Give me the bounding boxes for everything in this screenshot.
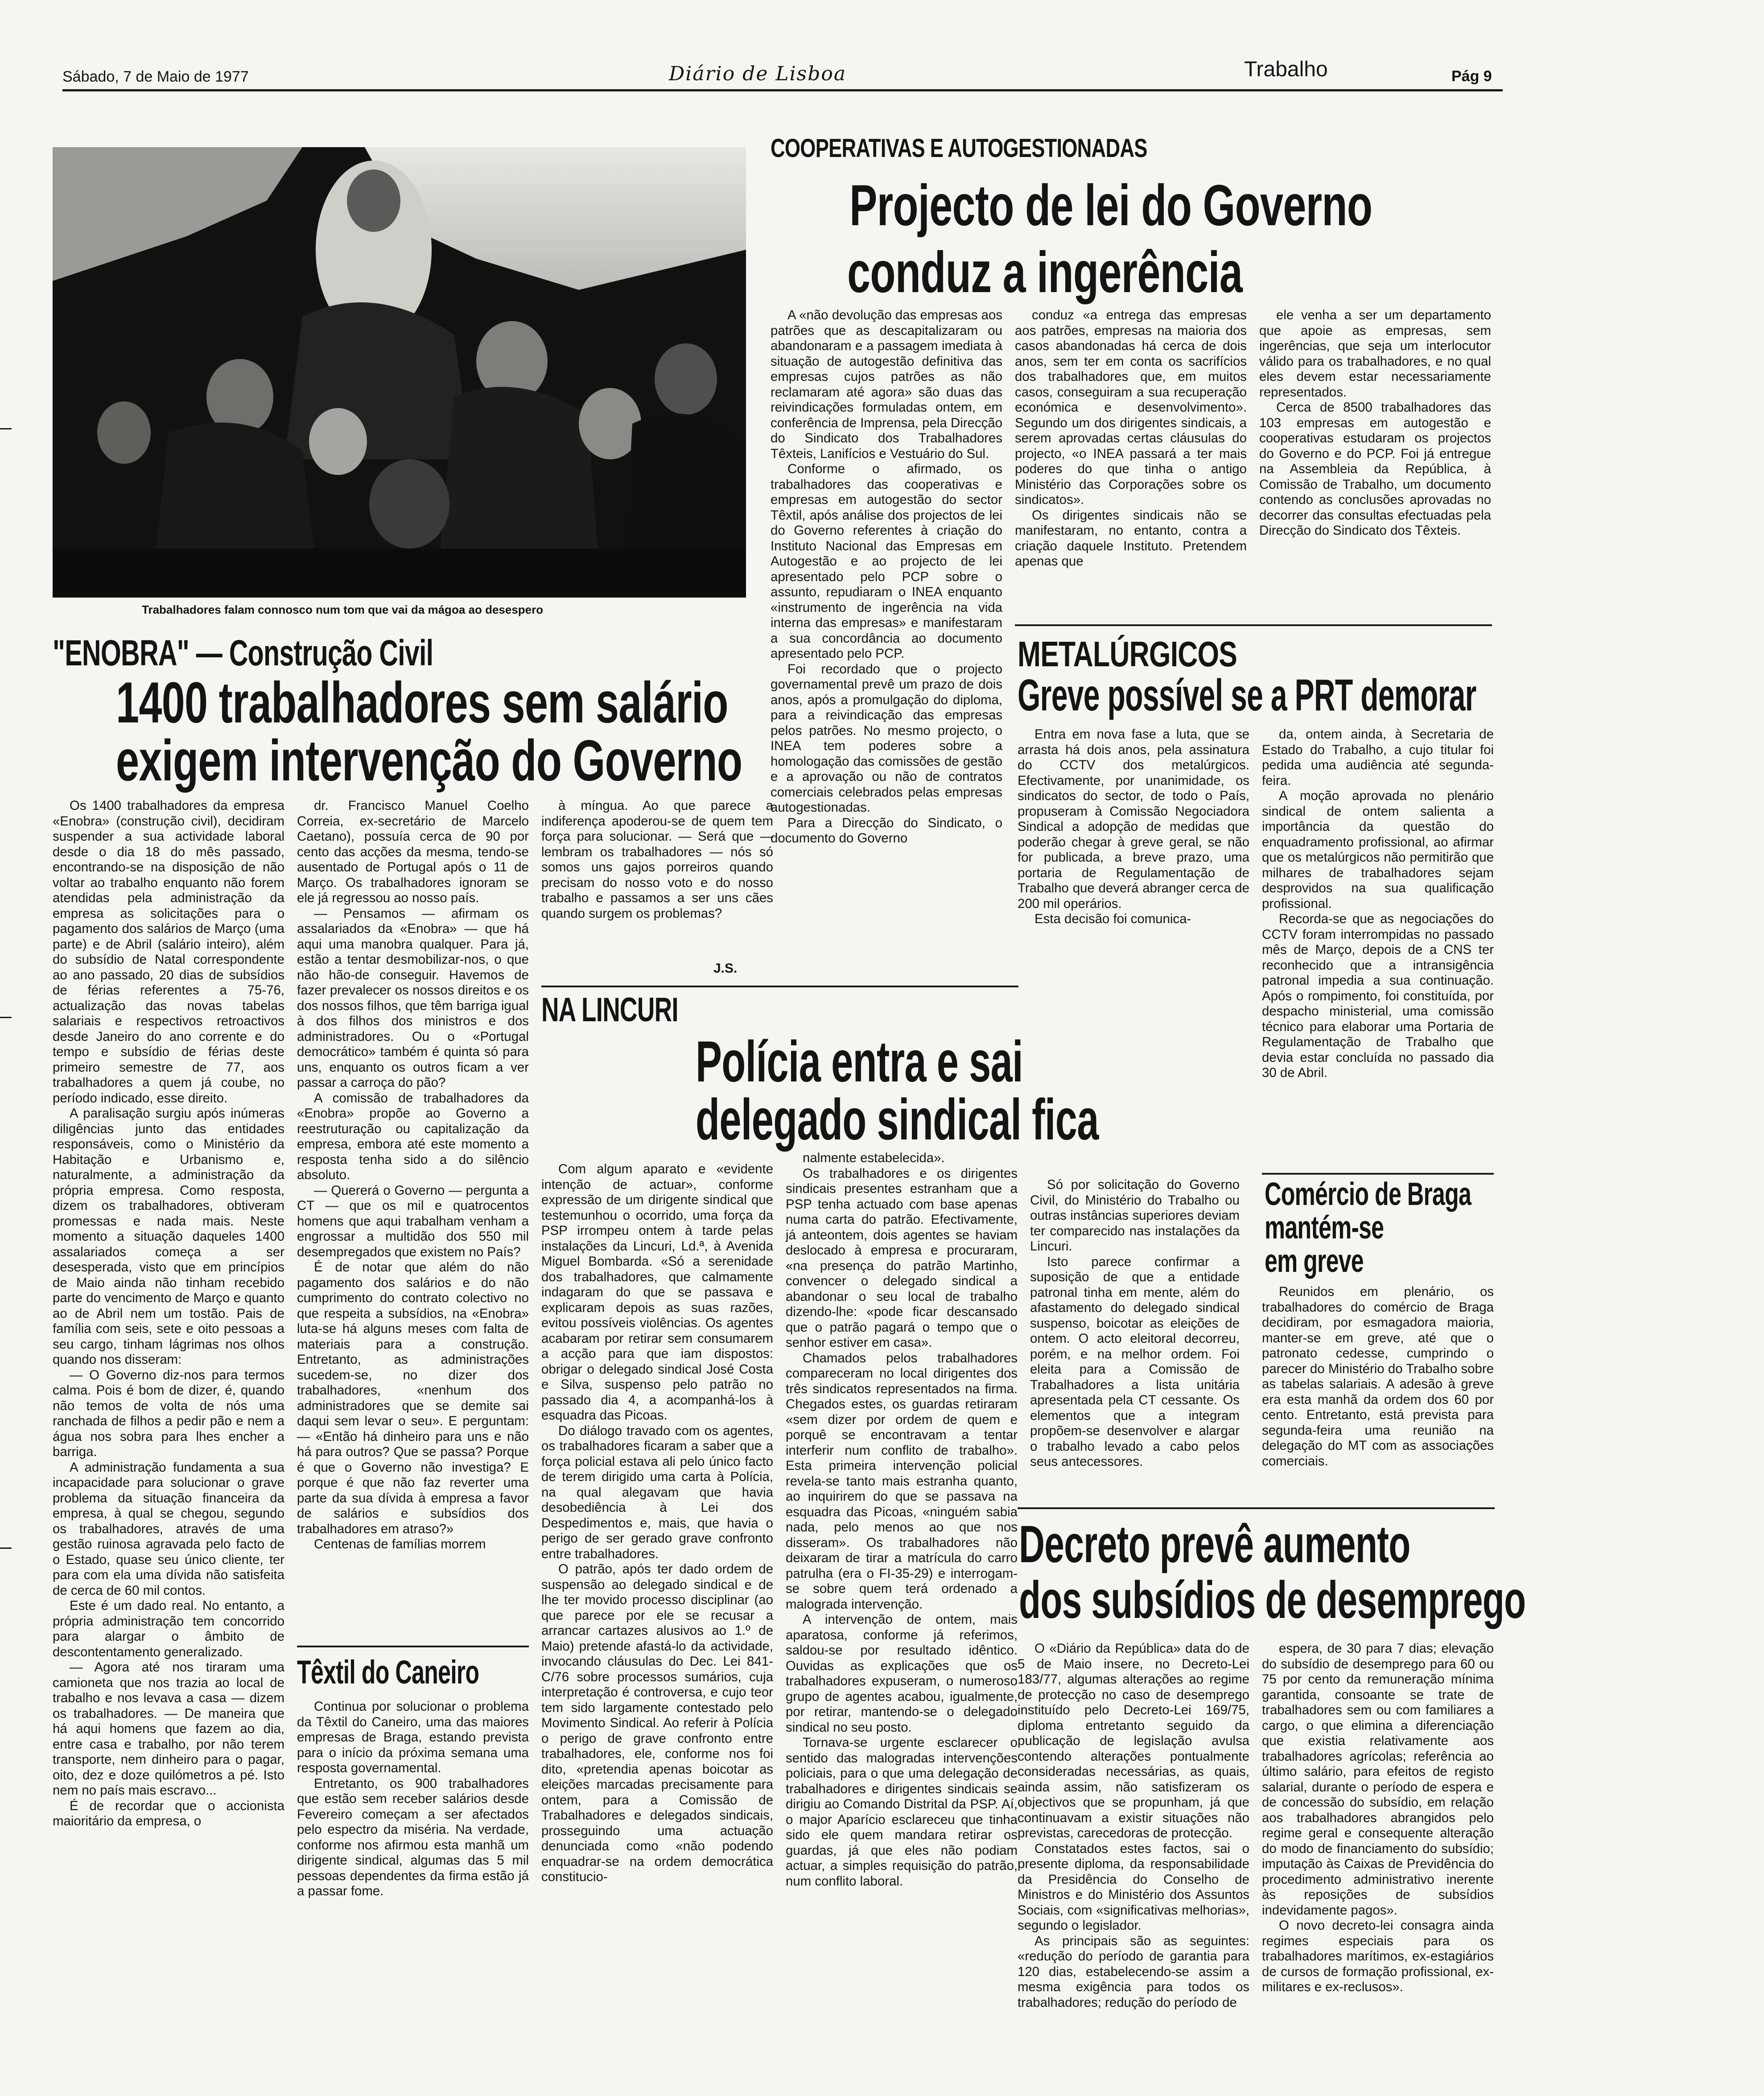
lincuri-column-1: Com algum aparato e «evidente intenção de actuar», conforme expressão de um dirigente sindical que testemunhou o ocorrido, uma força da PSP irrompeu ontem à tarde pelas instalações da Lincuri, Ld.ª, à Avenida Miguel Bombarda. «Só a serenidade dos trabalhadores, que calmamente indagaram do que se passava e explicaram depois as suas razões, evitou possíveis violências. Os agentes acabaram por retirar sem consumarem a acção para que iam dispostos: obrigar o delegado sindical José Costa e Silva, suspenso pelo patrão no passado dia 4, a acompanhá-los à esquadra das Picoas. Do diálogo travado com os agentes, os trabalhadores ficaram a saber que a força policial estava ali pelo único facto de terem dirigido uma carta à Polícia, na qual alegavam que havia desobediência à Lei dos Despedimentos e, mais, que havia o perigo de ser gerado grave confronto entre trabalhadores. O patrão, após ter dado ordem de suspensão ao delegado sindical e de lhe ter movido processo disciplinar (ao que parece por ele se recusar a arrancar cartazes alusivos ao 1.º de Maio) pretende afastá-lo da actividade, invocando cláusulas do Dec. Lei 841-C/76 sobre processos sumários, cuja interpretação é controversa, e cujo teor tem sido largamente contestado pelo Movimento Sindical. Ao referir à Polícia o perigo de grave confronto entre trabalhadores, ele, conforme nos foi dito, «pretendia apenas boicotar as eleições marcadas precisamente para ontem, para a Comissão de Trabalhadores e delegados sindicais, prosseguindo uma actuação denunciada como «não podendo enquadrar-se na ordem democrática constitucio- <box>541 1162 773 1884</box>
coop-kicker: COOPERATIVAS E AUTOGESTIONADAS <box>771 134 1147 163</box>
lincuri-headline-2: delegado sindical fica <box>696 1087 1099 1152</box>
coop-column-2: conduz «a entrega das empresas aos patrões, empresas na maioria dos casos abandonadas há cerca de dois anos, sem ter em conta os sacrifícios dos trabalhadores que, em muitos casos, conseguiram a sua recuperação económica e desenvolvimento». Segundo um dos dirigentes sindicais, a serem aprovadas certas cláusulas do projecto, «o INEA passará a ter mais poderes do que tinha o antigo Ministério das Corporações sobre os sindicatos». Os dirigentes sindicais não se manifestaram, no entanto, contra a criação daquele Instituto. Pretendem apenas que <box>1015 308 1247 569</box>
metal-kicker: METALÚRGICOS <box>1018 634 1237 674</box>
decreto-column-1: O «Diário da República» data do de 5 de Maio insere, no Decreto-Lei 183/77, algumas alterações ao regime de protecção no caso de desemprego instituído pelo Decreto-Lei 169/75, diploma entretanto seguido da publicação de legislação avulsa contendo alterações pontualmente consideradas necessárias, as quais, ainda assim, não satisfizeram os objectivos que se propunham, já que continuavam a existir situações não previstas, carecedoras de protecção. Constatados estes factos, sai o presente diploma, da responsabilidade da Presidência do Conselho de Ministros e do Ministério dos Assuntos Sociais, com «significativas melhorias», segundo o legislador. As principais são as seguintes: «redução do período de garantia para 120 dias, estabelecendo-se assim a mesma exigência para todos os trabalhadores; redução do período de <box>1018 1641 1249 2010</box>
caneiro-headline: Têxtil do Caneiro <box>297 1654 479 1691</box>
crowd-photo-image <box>53 147 746 598</box>
enobra-signature: J.S. <box>713 961 738 976</box>
edge-mark <box>0 428 12 429</box>
lincuri-headline-1: Polícia entra e sai <box>696 1029 1023 1094</box>
header-rule <box>62 89 1503 91</box>
edge-mark <box>0 1547 12 1549</box>
enobra-column-2: dr. Francisco Manuel Coelho Correia, ex-secretário de Marcelo Caetano), possuía cerca de 90 por cento das acções da mesma, tendo-se ausentado de Portugal após o 11 de Março. Os trabalhadores ignoram se ele já regressou ao nosso país. — Pensamos — afirmam os assalariados da «Enobra» — que há aqui uma manobra qualquer. Para já, estão a tentar desmobilizar-nos, o que não hão-de conseguir. Havemos de fazer prevalecer os nossos direitos e os dos nossos filhos, que têm barriga igual à dos filhos dos ministros e dos administradores. Ou o «Portugal democrático» também é quinta só para uns, enquanto os outros ficam a ver passar a carroça do pão? A comissão de trabalhadores da «Enobra» propõe ao Governo a reestruturação ou capitalização da empresa, embora até este momento a resposta tenha sido a do silêncio absoluto. — Quererá o Governo — pergunta a CT — que os mil e quatrocentos homens que aqui trabalham venham a engrossar a multidão dos 550 mil desempregados que existem no País? É de notar que além do não pagamento dos salários e do não cumprimento do contrato colectivo no que respeita a subsídios, na «Enobra» luta-se há alguns meses com falta de materiais para a construção. Entretanto, as administrações sucedem-se, no dizer dos trabalhadores, «nenhum dos administradores que se demite sai daqui sem levar o seu». E perguntam: — «Então há dinheiro para uns e não há para outros? Que se passa? Porque é que o Governo não investiga? E porque é que não faz reverter uma parte da sua dívida à empresa a favor de salários e subsídios dos trabalhadores em atraso?» Centenas de famílias morrem <box>297 798 529 1551</box>
page-number: Pág 9 <box>1451 68 1492 85</box>
braga-headline-3: em greve <box>1265 1243 1364 1279</box>
braga-body: Reunidos em plenário, os trabalhadores do comércio de Braga decidiram, por esmagadora maioria, manter-se em greve, até que o patronato cedesse, cumprindo o parecer do Ministério do Trabalho sobre as tabelas salariais. A adesão à greve era esta manhã da ordem dos 60 por cento. Entretanto, está prevista para segunda-feira uma reunião na delegação do MT com as associações comerciais. <box>1262 1284 1494 1469</box>
decreto-top-rule <box>1018 1507 1495 1509</box>
section-name: Trabalho <box>1244 58 1328 81</box>
coop-headline-2: conduz a ingerência <box>847 239 1243 305</box>
metal-column-2: da, ontem ainda, à Secretaria de Estado do Trabalho, a cujo titular foi pedida uma audiência até segunda-feira. A moção aprovada no plenário sindical de ontem salienta a importância da questão do enquadramento profissional, ao afirmar que os metalúrgicos não permitirão que milhares de trabalhadores sejam desprovidos na sua qualificação profissional. Recorda-se que as negociações do CCTV foram interrompidas no passado mês de Março, depois de a CNS ter reconhecido que a intransigência patronal impedia a sua continuação. Após o rompimento, foi constituída, por despacho ministerial, uma comissão técnico para elaborar uma Portaria de Regulamentação de Trabalho que devia estar concluída no passado dia 30 de Abril. <box>1262 727 1494 1080</box>
photo-caption: Trabalhadores falam connosco num tom que vai da mágoa ao desespero <box>142 603 544 616</box>
enobra-column-3: à míngua. Ao que parece a indiferença apoderou-se de quem tem força para solucionar. — Será que — lembram os trabalhadores — nós só somos uns gajos porreiros quando precisam do nosso voto e do nosso trabalho e passamos a ser uns cães quando surgem os problemas? <box>541 798 773 921</box>
caneiro-body: Continua por solucionar o problema da Têxtil do Caneiro, uma das maiores empresas de Braga, estando prevista para o início da próxima semana uma resposta governamental. Entretanto, os 900 trabalhadores que estão sem receber salários desde Fevereiro começam a ser afectados pelo espectro da miséria. Na verdade, conforme nos afirmou esta manhã um dirigente sindical, algumas das 5 mil pessoas dependentes da firma estão já a passar fome. <box>297 1699 529 1898</box>
enobra-column-1: Os 1400 trabalhadores da empresa «Enobra» (construção civil), decidiram suspender a sua actividade laboral desde o dia 18 do mês passado, encontrando-se na disposição de não voltar ao trabalho enquanto não forem atendidas pela administração da empresa as solicitações para o pagamento dos salários de Março (uma parte) e de Abril (salário inteiro), além do subsídio de Natal correspondente ao ano passado, 20 dias de subsídios de férias referentes a 75-76, actualização das novas tabelas salariais e respectivos retroactivos desde Janeiro do ano corrente e do tempo e subsídio de férias deste primeiro semestre de 77, aos trabalhadores a quem já coube, no período indicado, esse direito. A paralisação surgiu após inúmeras diligências junto das entidades responsáveis, como o Ministério da Habitação e Urbanismo e, naturalmente, a administração da própria empresa. Como resposta, dizem os trabalhadores, obtiveram promessas e nada mais. Neste momento a situação daqueles 1400 assalariados começa a ser desesperada, visto que em princípios de Maio ainda não tinham recebido parte do vencimento de Março e quanto ao de Abril nem um tostão. Pais de família com seis, sete e oito pessoas a seu cargo, tinham lágrimas nos olhos quando nos disseram: — O Governo diz-nos para termos calma. Pois é bom de dizer, é, quando não temos de volta de nós uma ranchada de filhos a pedir pão e nem a água nos sobra para lhes encher a barriga. A administração fundamenta a sua incapacidade para solucionar o grave problema da situação financeira da empresa, à qual se chegou, segundo os trabalhadores, através de uma gestão ruinosa agravada pelo facto de o Estado, quase seu único cliente, ter para com ela uma dívida não satisfeita de cerca de 60 mil contos. Este é um dado real. No entanto, a própria administração tem concorrido para alargar o âmbito de descontentamento generalizado. — Agora até nos tiraram uma camioneta que nos trazia ao local de trabalho e nos levava a casa — dizem os trabalhadores. — De maneira que há aqui homens que fazem ao dia, entre casa e trabalho, por não terem transporte, nem dinheiro para o pagar, oito, dez e doze quilómetros a pé. Isto nem no país mais escravo... É de recordar que o accionista maioritário da empresa, o <box>53 798 284 1828</box>
enobra-headline-2: exigem intervenção do Governo <box>116 728 742 793</box>
coop-headline-1: Projecto de lei do Governo <box>849 173 1372 238</box>
edge-mark <box>0 1017 12 1018</box>
braga-top-rule <box>1262 1173 1494 1175</box>
lincuri-column-3: Só por solicitação do Governo Civil, do Ministério do Trabalho ou outras instâncias superiores deviam ter comparecido nas instalações da Lincuri. Isto parece confirmar a suposição de que a entidade patronal tinha em mente, além do afastamento do delegado sindical suspenso, boicotar as eleições de ontem. O acto eleitoral decorreu, porém, e na melhor ordem. Foi eleita para a Comissão de Trabalhadores a lista unitária apresentada pela CT cessante. Os elementos que a integram propõem-se desenvolver e alargar o trabalho levado a cabo pelos seus antecessores. <box>1030 1177 1240 1469</box>
enobra-kicker: "ENOBRA" — Construção Civil <box>53 633 433 673</box>
decreto-column-2: espera, de 30 para 7 dias; elevação do subsídio de desemprego para 60 ou 75 por cento da remuneração mínima garantida, consoante se trate de trabalhadores sem ou com familiares a cargo, o que elimina a diferenciação que existia relativamente aos trabalhadores agrícolas; referência ao último salário, para efeitos de registo salarial, durante o período de espera e de concessão do subsídio, em relação aos trabalhadores abrangidos pelo regime geral e consequente alteração do modo de financiamento do subsídio; imputação às Caixas de Previdência do procedimento administrativo inerente às reposições de subsídios indevidamente pagos». O novo decreto-lei consagra ainda regimes especiais para os trabalhadores marítimos, ex-estagiários de cursos de formação profissional, ex-militares e ex-reclusos». <box>1262 1641 1494 1994</box>
lincuri-top-rule <box>541 986 1018 987</box>
metal-column-1: Entra em nova fase a luta, que se arrasta há dois anos, pela assinatura do CCTV dos metalúrgicos. Efectivamente, por unanimidade, os sindicatos do sector, de todo o País, propuseram à Comissão Negociadora Sindical a adopção de medidas que poderão chegar à greve geral, se não for publicada, a breve prazo, uma portaria de Regulamentação de Trabalho que deverá abranger cerca de 200 mil operários. Esta decisão foi comunica- <box>1018 727 1249 926</box>
news-photo <box>53 147 746 598</box>
metal-top-rule <box>1015 624 1492 626</box>
coop-column-3: ele venha a ser um departamento que apoie as empresas, sem ingerências, que seja um interlocutor válido para os trabalhadores, e no qual eles devem estar necessariamente representados. Cerca de 8500 trabalhadores das 103 empresas em autogestão e cooperativas estudaram os projectos do Governo e do PCP. Foi já entregue na Assembleia da República, à Comissão de Trabalho, um documento contendo as conclusões aprovadas no decorrer das consultas efectuadas pela Direcção do Sindicato dos Têxteis. <box>1259 308 1491 538</box>
coop-column-1: A «não devolução das empresas aos patrões que as descapitalizaram ou abandonaram e a passagem imediata à situação de autogestão definitiva das empresas cujos patrões as não reclamaram até agora» são duas das reivindicações formuladas ontem, em conferência de Imprensa, pela Direcção do Sindicato dos Trabalhadores Têxteis, Lanifícios e Vestuário do Sul. Conforme o afirmado, os trabalhadores das cooperativas e empresas em autogestão do sector Têxtil, após análise dos projectos de lei do Governo referentes à criação do Instituto Nacional das Empresas em Autogestão e ao projecto de lei apresentado pelo PCP sobre o assunto, repudiaram o INEA enquanto «instrumento de ingerência na vida interna das empresas» e manifestaram a sua concordância ao documento apresentado pelo PCP. Foi recordado que o projecto governamental prevê um prazo de dois anos, após a promulgação do diploma, para a reivindicação das empresas pelos patrões. No mesmo projecto, o INEA tem poderes sobre a homologação das comissões de gestão e a aprovação ou não de contratos comerciais celebrados pelas empresas autogestionadas. Para a Direcção do Sindicato, o documento do Governo <box>771 308 1003 846</box>
enobra-headline-1: 1400 trabalhadores sem salário <box>116 670 728 735</box>
issue-date: Sábado, 7 de Maio de 1977 <box>62 68 249 85</box>
decreto-headline-1: Decreto prevê aumento <box>1019 1515 1410 1574</box>
lincuri-kicker: NA LINCURI <box>541 991 678 1029</box>
lincuri-column-2: nalmente estabelecida». Os trabalhadores e os dirigentes sindicais presentes estranham que a PSP tenha actuado com base apenas numa carta do patrão. Efectivamente, já anteontem, dois agentes se haviam deslocado à empresa e procuraram, «na presença do patrão Martinho, convencer o delegado sindical a abandonar o seu local de trabalho dizendo-lhe: «pode ficar descansado que o patrão pagará o tempo que o senhor estiver em casa». Chamados pelos trabalhadores compareceram no local dirigentes dos três sindicatos representados na firma. Chegados estes, os guardas retiraram «sem dizer por ordem de quem e porquê se encontravam a tentar interferir num conflito de trabalho». Esta primeira intervenção policial revela-se tanto mais estranha quanto, ao inquirirem do que se passava na esquadra das Picoas, «ninguém sabia nada, pelo menos ao que nos disseram». Os trabalhadores não deixaram de tirar a matrícula do carro patrulha (era o FI-35-29) e interrogam-se sobre quem terá ordenado a malograda intervenção. A intervenção de ontem, mais aparatosa, conforme já referimos, saldou-se por resultado idêntico. Ouvidas as explicações que os trabalhadores expuseram, o numeroso grupo de agentes acabou, igualmente, por retirar, mantendo-se o delegado sindical no seu posto. Tornava-se urgente esclarecer o sentido das malogradas intervenções policiais, para o que uma delegação de trabalhadores e dirigentes sindicais se dirigiu ao Comando Distrital da PSP. Aí, o major Aparício esclareceu que tinha sido ele quem mandara retirar os guardas, já que eles não podiam actuar, a simples requisição do patrão, num conflito laboral. <box>786 1151 1018 1889</box>
braga-headline-1: Comércio de Braga <box>1265 1176 1471 1212</box>
braga-headline-2: mantém-se <box>1265 1210 1384 1246</box>
metal-headline: Greve possível se a PRT demorar <box>1018 670 1476 720</box>
masthead: Diário de Lisboa <box>669 62 847 85</box>
decreto-headline-2: dos subsídios de desemprego <box>1019 1571 1526 1630</box>
caneiro-top-rule <box>297 1646 529 1647</box>
